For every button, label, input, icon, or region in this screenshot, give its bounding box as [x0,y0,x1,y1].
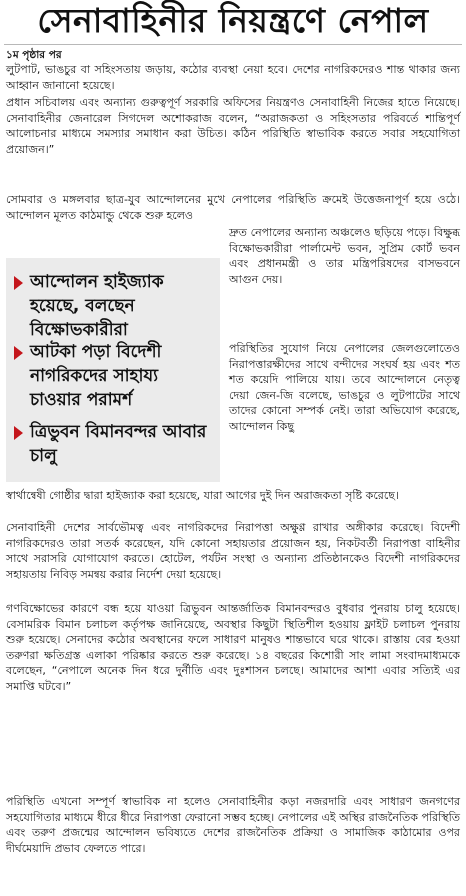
red-triangle-bullet-icon [14,276,23,290]
red-triangle-bullet-icon [14,346,23,360]
highlight-item [14,270,212,342]
paragraph-4: পরিস্থিতির সুযোগ নিয়ে নেপালের জেলগুলোতেও নিরাপত্তারক্ষীদের সাথে বন্দীদের সংঘর্ষ হয় এবং শত শত কয়েদি পালিয়ে যায়। তবে আন্দোলনে নেতৃত্ব দেয়া জেন-জি বলেছে, ভাঙচুর ও লুটপাটের সাথে তাদের কোনো সম্পর্ক নেই। তারা অভিযোগ করেছে, আন্দোলন কিছু [229,342,460,433]
red-triangle-bullet-icon [14,426,23,440]
paragraph-1: লুটপাট, ভাঙচুর বা সহিংসতায় জড়ায়, কঠোর ব্যবস্থা নেয়া হবে। দেশের নাগরিকদেরও শান্ত থাকার জন্য আহ্বান জানানো হয়েছে। [6,63,460,92]
highlight-text: আটকা পড়া বিদেশী নাগরিকদের সাহায্য চাওয়ার পরামর্শ [30,342,162,410]
paragraph-5: সেনাবাহিনী দেশের সার্বভৌমত্ব এবং নাগরিকদের নিরাপত্তা অক্ষুণ্ণ রাখার অঙ্গীকার করেছে। বিদেশী নাগরিকদেরও তারা সতর্ক করেছেন, যদি কোনো সহায়তার প্রয়োজন হয়, নিকটবর্তী নিরাপত্তা বাহিনীর সাথে সরাসরি যোগাযোগ করতে। হোটেল, পর্যটন সংস্থা ও অন্যান্য প্রতিষ্ঠানকেও বিদেশী নাগরিকদের সহায়তায় নিবিড় সমন্বয় করার নির্দেশ দেয়া হয়েছে। [6,521,460,581]
highlight-text: ত্রিভুবন বিমানবন্দর আবার চালু [30,422,207,466]
paragraph-3-start: সোমবার ও মঙ্গলবার ছাত্র-যুব আন্দোলনের মুখে নেপালের পরিস্থিতি ক্রমেই উত্তেজনাপূর্ণ হয়ে ওঠে। আন্দোলন মূলত কাঠমান্ডু থেকে শুরু হলেও [6,193,460,222]
paragraph-4-end: স্বার্থান্বেষী গোষ্ঠীর দ্বারা হাইজ্যাক করা হয়েছে, যারা আগের দুই দিন অরাজকতা সৃষ্টি করেছে। [6,489,399,502]
highlight-item [14,340,212,412]
highlights-box [6,258,220,482]
paragraph-7: পরিস্থিতি এখনো সম্পূর্ণ স্বাভাবিক না হলেও সেনাবাহিনীর কড়া নজরদারি এবং সাধারণ জনগণের সহযোগিতার মাধ্যমে ধীরে ধীরে নিরাপত্তা ফেরানো সম্ভব হচ্ছে। নেপালের এই অস্থির রাজনৈতিক পরিস্থিতি এবং তরুণ প্রজন্মের আন্দোলন ভবিষ্যতে দেশের রাজনৈতিক প্রক্রিয়া ও সামাজিক কাঠামোর ওপর দীর্ঘমেয়াদি প্রভাব ফেলতে পারে। [6,795,460,855]
paragraph-2: প্রধান সচিবালয় এবং অন্যান্য গুরুত্বপূর্ণ সরকারি অফিসের নিয়ন্ত্রণও সেনাবাহিনী নিজের হাতে নিয়েছে। সেনাবাহিনীর জেনারেল সিগদেল অশোকরাজ বলেন, “অরাজকতা ও সহিংসতার পরিবর্তে শান্তিপূর্ণ আলোচনার মাধ্যমে সমস্যার সমাধান করা উচিত। কঠিন পরিস্থিতি স্বাভাবিক করতে সবার সহযোগিতা প্রয়োজন।” [6,96,460,156]
paragraph-6: গণবিক্ষোভের কারণে বন্ধ হয়ে যাওয়া ত্রিভুবন আন্তর্জাতিক বিমানবন্দরও বুধবার পুনরায় চালু হয়েছে। বেসামরিক বিমান চলাচল কর্তৃপক্ষ জানিয়েছে, অবস্থার কিছুটা স্থিতিশীল হওয়ায় ফ্লাইট চলাচল পুনরায় শুরু হয়েছে। সেনাদের কঠোর অবস্থানের ফলে সাধারণ মানুষও শান্তভাবে ঘরে থাকে। রাস্তায় বের হওয়া তরুণরা ক্ষতিগ্রস্ত এলাকা পরিষ্কার করতে শুরু করেছে। ১৪ বছরের কিশোরী সাং লামা সংবাদমাধ্যমকে বলেছেন, “নেপালে অনেক দিন ধরে দুর্নীতি এবং দুঃশাসন চলছে। আমাদের আশা এবার সত্যিই এর সমাপ্তি ঘটবে।” [6,602,460,693]
headline-divider [4,44,462,45]
highlight-text: আন্দোলন হাইজ্যাক হয়েছে, বলছেন বিক্ষোভকারীরা [30,272,164,340]
paragraph-3-continued: দ্রুত নেপালের অন্যান্য অঞ্চলেও ছড়িয়ে পড়ে। বিক্ষুব্ধ বিক্ষোভকারীরা পার্লামেন্ট ভবন, সুপ্রিম কোর্ট ভবন এবং প্রধানমন্ত্রী ও তার মন্ত্রিপরিষদের বাসভবনে আগুন দেয়। [229,226,460,286]
continuation-label: ১ম পৃষ্ঠার পর [6,49,62,61]
headline: সেনাবাহিনীর নিয়ন্ত্রণে নেপাল [37,1,429,40]
highlight-item [14,420,212,468]
